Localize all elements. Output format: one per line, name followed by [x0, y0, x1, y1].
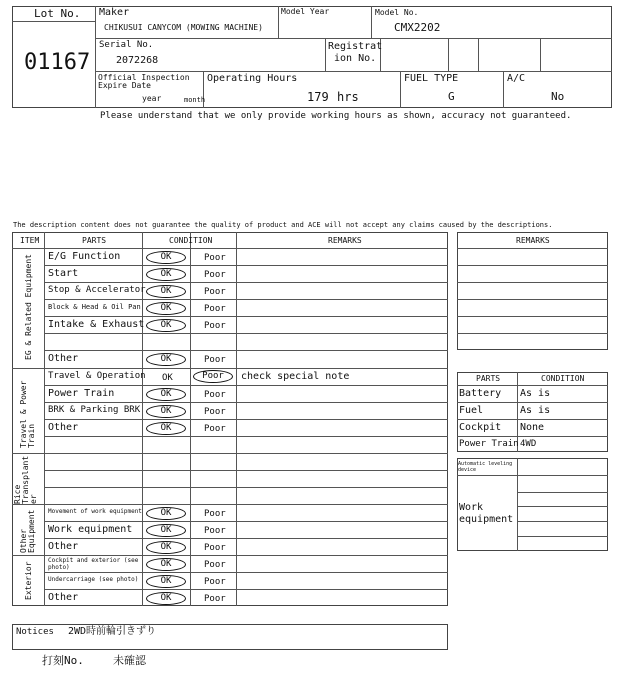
stamp-value: 未確認 [113, 654, 146, 667]
registration-label-1: Registrat [328, 41, 383, 52]
side-auto-leveling: Automatic leveling device [458, 461, 513, 473]
header-remarks-right: REMARKS [516, 236, 550, 245]
group-eg-label: EG & Related Equipment [24, 254, 33, 360]
ok-mark: OK [146, 558, 186, 571]
side-part-cockpit: Cockpit [459, 422, 502, 433]
ok-mark: OK [146, 268, 186, 281]
ac-label: A/C [507, 73, 526, 84]
model-no-value: CMX2202 [394, 21, 441, 34]
side-header-parts: PARTS [476, 374, 501, 383]
poor-option: Poor [204, 509, 226, 519]
poor-option: Poor [204, 526, 226, 536]
ac-value: No [551, 90, 565, 103]
group-travel-label: Travel & Power Train [19, 380, 36, 448]
model-no-label: Model No. [375, 8, 419, 17]
part-movement-work-equipment: Movement of work equipment [48, 508, 142, 515]
header-remarks: REMARKS [328, 236, 362, 245]
maker-value: CHIKUSUI CANYCOM (MOWING MACHINE) [104, 23, 263, 32]
poor-option: Poor [204, 577, 226, 587]
header-parts: PARTS [82, 236, 107, 245]
poor-option: Poor [204, 543, 226, 553]
group-exterior-label: Exterior [24, 561, 33, 600]
poor-option: Poor [204, 321, 226, 331]
ok-mark: OK [146, 592, 186, 605]
header-item: ITEM [20, 236, 40, 245]
ok-option: OK [162, 373, 173, 383]
hours-value: 179 [307, 90, 329, 104]
disclaimer: The description content does not guarantee the quality of product and ACE will not accept any claims caused by the descriptions. [13, 221, 553, 229]
side-cond-battery: As is [520, 388, 551, 399]
part-block-head-oil-pan: Block & Head & Oil Pan [48, 303, 141, 311]
part-cockpit-exterior: Cockpit and exterior (see photo) [48, 557, 139, 571]
inspection-year: year [142, 94, 162, 103]
side-part-power-train: Power Train [459, 439, 519, 449]
side-header-condition: CONDITION [541, 374, 585, 383]
lot-label: Lot No. [34, 7, 81, 20]
model-year-label: Model Year [281, 7, 330, 16]
notices-label: Notices [16, 627, 54, 637]
side-cond-power-train: 4WD [520, 439, 537, 449]
ok-mark: OK [146, 405, 186, 418]
ok-mark: OK [146, 353, 186, 366]
part-undercarriage: Undercarriage (see photo) [48, 576, 139, 583]
ok-mark: OK [146, 285, 186, 298]
ok-mark: OK [146, 319, 186, 332]
part-intake-exhaust: Intake & Exhaust [48, 319, 145, 330]
poor-option: Poor [204, 253, 226, 263]
side-cond-fuel: As is [520, 405, 551, 416]
ok-mark: OK [146, 422, 186, 435]
poor-option: Poor [204, 407, 226, 417]
poor-option: Poor [204, 594, 226, 604]
side-part-fuel: Fuel [459, 405, 484, 416]
lot-number: 01167 [24, 50, 91, 75]
part-start: Start [48, 268, 79, 279]
hours-note: Please understand that we only provide working hours as shown, accuracy not guaranteed. [100, 111, 572, 121]
notices-value: 2WD時前輪引きずり [68, 626, 157, 637]
part-brk-parking: BRK & Parking BRK [48, 405, 141, 415]
ok-mark: OK [146, 251, 186, 264]
ok-mark: OK [146, 302, 186, 315]
ok-mark: OK [146, 388, 186, 401]
inspection-label-1: Official Inspection [98, 73, 190, 82]
inspection-month: month [184, 96, 206, 104]
ok-mark: OK [146, 575, 186, 588]
hours-unit: hrs [337, 90, 359, 104]
poor-mark: Poor [193, 370, 233, 383]
poor-option: Poor [204, 304, 226, 314]
hours-label: Operating Hours [207, 73, 298, 84]
ok-mark: OK [146, 541, 186, 554]
serial-value: 2072268 [116, 55, 159, 66]
header-condition: CONDITION [169, 236, 213, 245]
poor-option: Poor [204, 270, 226, 280]
inspection-label-2: Expire Date [98, 81, 151, 90]
poor-option: Poor [204, 424, 226, 434]
side-work-equipment-1: Work [459, 502, 484, 513]
stamp-label: 打刻No. [42, 654, 84, 667]
ok-mark: OK [146, 524, 186, 537]
part-power-train: Power Train [48, 388, 115, 399]
part-travel-operation: Travel & Operation [48, 371, 146, 381]
ok-mark: OK [146, 507, 186, 520]
part-stop-accelerator: Stop & Accelerator [48, 285, 146, 295]
side-cond-cockpit: None [520, 422, 545, 433]
group-rice-label: Rice Transplant er [13, 455, 38, 504]
part-work-equipment: Work equipment [48, 524, 133, 535]
group-other-label: Other Equipment [19, 509, 36, 553]
fuel-value: G [448, 90, 455, 103]
remark-travel-operation: check special note [241, 371, 350, 382]
side-part-battery: Battery [459, 388, 502, 399]
side-work-equipment-2: equipment [459, 514, 514, 525]
poor-option: Poor [204, 355, 226, 365]
part-other-eg: Other [48, 353, 79, 364]
poor-option: Poor [204, 390, 226, 400]
part-other-equipment: Other [48, 541, 79, 552]
registration-label-2: ion No. [334, 53, 377, 64]
poor-option: Poor [204, 287, 226, 297]
part-other-exterior: Other [48, 592, 79, 603]
poor-option: Poor [204, 560, 226, 570]
serial-label: Serial No. [99, 40, 154, 50]
fuel-label: FUEL TYPE [404, 73, 459, 84]
part-eg-function: E/G Function [48, 251, 121, 262]
maker-label: Maker [99, 7, 130, 18]
part-other-travel: Other [48, 422, 79, 433]
